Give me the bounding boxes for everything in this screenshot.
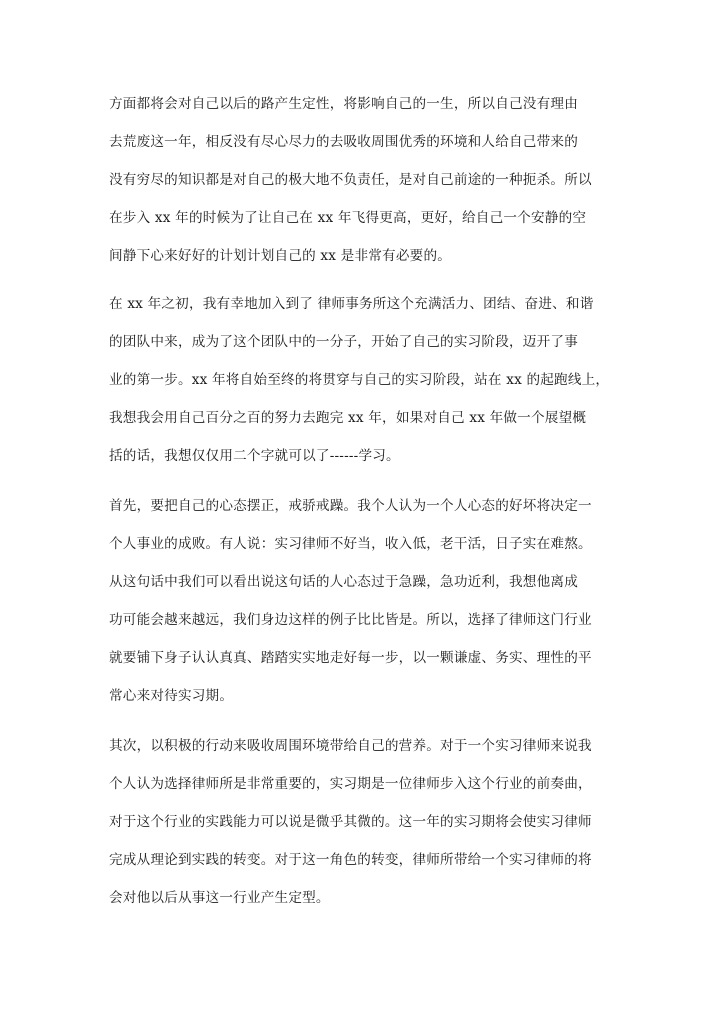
- paragraph-3-line-3: 从这句话中我们可以看出说这句话的人心态过于急躁，急功近利，我想他离成: [109, 574, 578, 590]
- paragraph-3-line-4: 功可能会越来越远，我们身边这样的例子比比皆是。所以，选择了律师这门行业: [109, 612, 592, 628]
- paragraph-4-line-4: 完成从理论到实践的转变。对于这一角色的转变，律师所带给一个实习律师的将: [109, 852, 592, 868]
- paragraph-3-line-2: 个人事业的成败。有人说：实习律师不好当，收入低，老干活，日子实在难熬。: [109, 536, 592, 552]
- paragraph-2-line-5: 括的话，我想仅仅用二个字就可以了------学习。: [109, 448, 400, 464]
- paragraph-2-line-2: 的团队中来，成为了这个团队中的一分子，开始了自己的实习阶段，迈开了事: [109, 334, 578, 350]
- paragraph-1-line-1: 方面都将会对自己以后的路产生定性，将影响自己的一生，所以自己没有理由: [109, 96, 578, 112]
- paragraph-1-line-2: 去荒废这一年，相反没有尽心尽力的去吸收周围优秀的环境和人给自己带来的: [109, 134, 578, 150]
- paragraph-1-line-4: 在步入 xx 年的时候为了让自己在 xx 年飞得更高，更好，给自己一个安静的空: [109, 210, 587, 226]
- paragraph-2-line-3: 业的第一步。xx 年将自始至终的将贯穿与自己的实习阶段，站在 xx 的起跑线上，: [109, 372, 610, 388]
- paragraph-4-line-5: 会对他以后从事这一行业产生定型。: [109, 890, 330, 906]
- paragraph-2-line-4: 我想我会用自己百分之百的努力去跑完 xx 年，如果对自己 xx 年做一个展望概: [109, 410, 587, 426]
- paragraph-2-line-1: 在 xx 年之初，我有幸地加入到了 律师事务所这个充满活力、团结、奋进、和谐: [109, 296, 594, 312]
- paragraph-3-line-5: 就要铺下身子认认真真、踏踏实实地走好每一步，以一颗谦虚、务实、理性的平: [109, 650, 592, 666]
- paragraph-4-line-1: 其次，以积极的行动来吸收周围环境带给自己的营养。对于一个实习律师来说我: [109, 738, 592, 754]
- paragraph-3-line-1: 首先，要把自己的心态摆正，戒骄戒躁。我个人认为一个人心态的好坏将决定一: [109, 498, 592, 514]
- paragraph-1-line-5: 间静下心来好好的计划计划自己的 xx 是非常有必要的。: [109, 248, 452, 264]
- paragraph-1-line-3: 没有穷尽的知识都是对自己的极大地不负责任，是对自己前途的一种扼杀。所以: [109, 172, 592, 188]
- paragraph-4-line-3: 对于这个行业的实践能力可以说是微乎其微的。这一年的实习期将会使实习律师: [109, 814, 592, 830]
- paragraph-3-line-6: 常心来对待实习期。: [109, 688, 234, 704]
- paragraph-4-line-2: 个人认为选择律师所是非常重要的，实习期是一位律师步入这个行业的前奏曲，: [109, 776, 592, 792]
